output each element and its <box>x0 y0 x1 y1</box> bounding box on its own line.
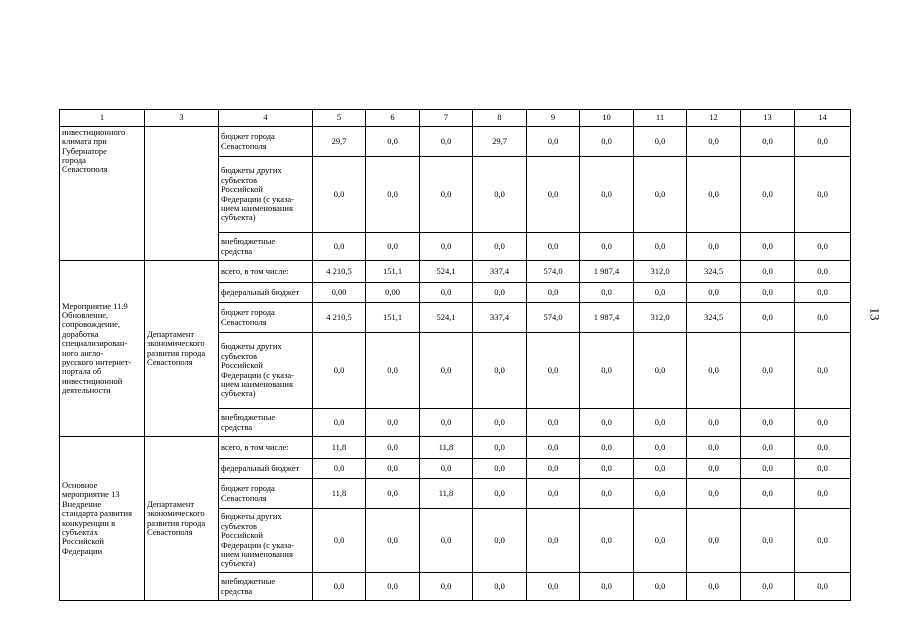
column-header: 3 <box>145 110 219 127</box>
value-cell: 0,0 <box>795 233 851 261</box>
value-cell: 0,0 <box>741 573 795 601</box>
table-row <box>60 437 851 459</box>
funding-source: бюджет города Севастополя <box>219 303 313 333</box>
value-cell: 151,1 <box>366 261 420 283</box>
value-cell: 0,0 <box>313 409 366 437</box>
value-cell: 0,0 <box>580 437 634 459</box>
table-row <box>60 261 851 283</box>
value-cell: 0,0 <box>527 459 580 479</box>
value-cell: 0,0 <box>366 333 420 409</box>
value-cell: 574,0 <box>527 303 580 333</box>
funding-source: федеральный бюджет <box>219 283 313 303</box>
executor-cell: Департамент экономического развития города Севастополя <box>145 437 219 601</box>
funding-source: бюджет города Севастополя <box>219 479 313 509</box>
value-cell: 0,0 <box>366 479 420 509</box>
value-cell: 0,0 <box>741 127 795 157</box>
value-cell: 0,0 <box>420 409 473 437</box>
value-cell: 0,0 <box>687 437 741 459</box>
activity-cell: инвестиционного климата при Губернаторе города Севастополя <box>60 127 145 261</box>
value-cell: 524,1 <box>420 261 473 283</box>
value-cell: 0,0 <box>527 127 580 157</box>
value-cell: 0,0 <box>634 157 687 233</box>
value-cell: 0,0 <box>580 409 634 437</box>
funding-source: внебюджетные средства <box>219 233 313 261</box>
value-cell: 0,0 <box>795 479 851 509</box>
value-cell: 0,0 <box>580 127 634 157</box>
value-cell: 0,0 <box>420 233 473 261</box>
value-cell: 0,0 <box>687 283 741 303</box>
value-cell: 0,0 <box>473 509 527 573</box>
column-header: 13 <box>741 110 795 127</box>
value-cell: 4 210,5 <box>313 303 366 333</box>
value-cell: 324,5 <box>687 261 741 283</box>
value-cell: 312,0 <box>634 261 687 283</box>
funding-source: бюджет города Севастополя <box>219 127 313 157</box>
value-cell: 0,0 <box>795 283 851 303</box>
column-header: 10 <box>580 110 634 127</box>
value-cell: 0,0 <box>313 509 366 573</box>
value-cell: 0,0 <box>741 479 795 509</box>
value-cell: 0,0 <box>687 157 741 233</box>
value-cell: 0,0 <box>687 459 741 479</box>
value-cell: 0,0 <box>580 479 634 509</box>
funding-source: всего, в том числе: <box>219 437 313 459</box>
value-cell: 0,0 <box>687 479 741 509</box>
value-cell: 0,0 <box>366 157 420 233</box>
budget-table <box>59 109 851 601</box>
value-cell: 0,0 <box>795 437 851 459</box>
value-cell: 0,0 <box>527 479 580 509</box>
executor-cell <box>145 127 219 261</box>
value-cell: 0,0 <box>473 479 527 509</box>
value-cell: 0,0 <box>473 459 527 479</box>
value-cell: 0,0 <box>580 573 634 601</box>
value-cell: 0,00 <box>313 283 366 303</box>
value-cell: 0,0 <box>741 157 795 233</box>
value-cell: 0,0 <box>795 127 851 157</box>
value-cell: 4 210,5 <box>313 261 366 283</box>
column-header: 6 <box>366 110 420 127</box>
value-cell: 0,0 <box>473 409 527 437</box>
funding-source: бюджеты других субъектов Российской Федерации (с указа- нием наименования субъекта) <box>219 509 313 573</box>
value-cell: 0,0 <box>313 459 366 479</box>
value-cell: 0,0 <box>580 459 634 479</box>
value-cell: 0,0 <box>687 573 741 601</box>
value-cell: 0,0 <box>420 509 473 573</box>
value-cell: 0,0 <box>580 509 634 573</box>
value-cell: 0,0 <box>634 333 687 409</box>
value-cell: 0,0 <box>634 127 687 157</box>
value-cell: 0,0 <box>420 127 473 157</box>
value-cell: 0,0 <box>741 283 795 303</box>
value-cell: 0,0 <box>687 127 741 157</box>
value-cell: 0,0 <box>527 573 580 601</box>
value-cell: 0,0 <box>527 157 580 233</box>
value-cell: 0,0 <box>795 157 851 233</box>
value-cell: 0,0 <box>366 459 420 479</box>
page-number: 13 <box>867 307 883 321</box>
value-cell: 0,0 <box>313 233 366 261</box>
value-cell: 0,0 <box>420 573 473 601</box>
header-row <box>60 110 851 127</box>
funding-source: бюджеты других субъектов Российской Федерации (с указа- нием наименования субъекта) <box>219 333 313 409</box>
value-cell: 0,0 <box>527 233 580 261</box>
value-cell: 0,0 <box>687 409 741 437</box>
value-cell: 0,0 <box>634 437 687 459</box>
value-cell: 0,0 <box>634 409 687 437</box>
value-cell: 0,0 <box>366 509 420 573</box>
value-cell: 0,0 <box>366 573 420 601</box>
column-header: 11 <box>634 110 687 127</box>
value-cell: 0,0 <box>527 333 580 409</box>
value-cell: 0,0 <box>741 303 795 333</box>
value-cell: 0,0 <box>366 437 420 459</box>
value-cell: 0,0 <box>366 233 420 261</box>
column-header: 4 <box>219 110 313 127</box>
value-cell: 0,0 <box>634 283 687 303</box>
value-cell: 0,0 <box>741 333 795 409</box>
value-cell: 0,0 <box>313 333 366 409</box>
value-cell: 0,0 <box>687 509 741 573</box>
value-cell: 0,0 <box>795 261 851 283</box>
value-cell: 574,0 <box>527 261 580 283</box>
executor-cell: Департамент экономического развития города Севастополя <box>145 261 219 437</box>
value-cell: 29,7 <box>313 127 366 157</box>
column-header: 12 <box>687 110 741 127</box>
value-cell: 0,0 <box>795 333 851 409</box>
value-cell: 0,0 <box>795 409 851 437</box>
value-cell: 0,0 <box>741 409 795 437</box>
value-cell: 11,8 <box>420 479 473 509</box>
value-cell: 0,0 <box>741 509 795 573</box>
value-cell: 151,1 <box>366 303 420 333</box>
column-header: 9 <box>527 110 580 127</box>
column-header: 7 <box>420 110 473 127</box>
funding-source: бюджеты других субъектов Российской Федерации (с указа- нием наименования субъекта) <box>219 157 313 233</box>
value-cell: 0,0 <box>580 233 634 261</box>
table-row <box>60 127 851 157</box>
value-cell: 0,0 <box>687 233 741 261</box>
value-cell: 0,0 <box>741 233 795 261</box>
value-cell: 0,0 <box>741 459 795 479</box>
activity-cell: Основное мероприятие 13 Внедрение стандарта развития конкуренции в субъектах Российской Федерации <box>60 437 145 601</box>
value-cell: 0,0 <box>795 303 851 333</box>
value-cell: 524,1 <box>420 303 473 333</box>
value-cell: 0,0 <box>634 509 687 573</box>
value-cell: 0,0 <box>473 437 527 459</box>
value-cell: 0,0 <box>527 283 580 303</box>
value-cell: 0,0 <box>420 333 473 409</box>
value-cell: 0,0 <box>366 127 420 157</box>
value-cell: 0,0 <box>795 509 851 573</box>
value-cell: 11,8 <box>313 437 366 459</box>
column-header: 1 <box>60 110 145 127</box>
value-cell: 0,0 <box>634 479 687 509</box>
value-cell: 1 987,4 <box>580 303 634 333</box>
value-cell: 0,0 <box>420 157 473 233</box>
value-cell: 0,0 <box>473 573 527 601</box>
activity-cell: Мероприятие 11.9 Обновление, сопровождение, доработка специализирован- ного англо- русского интернет- портала об инвестиционной деятельности <box>60 261 145 437</box>
value-cell: 0,0 <box>313 157 366 233</box>
value-cell: 0,0 <box>634 573 687 601</box>
value-cell: 0,0 <box>366 409 420 437</box>
value-cell: 0,0 <box>580 283 634 303</box>
value-cell: 0,0 <box>473 157 527 233</box>
value-cell: 0,00 <box>366 283 420 303</box>
value-cell: 0,0 <box>313 573 366 601</box>
value-cell: 337,4 <box>473 261 527 283</box>
value-cell: 0,0 <box>473 233 527 261</box>
value-cell: 324,5 <box>687 303 741 333</box>
value-cell: 0,0 <box>580 333 634 409</box>
value-cell: 0,0 <box>741 437 795 459</box>
value-cell: 11,8 <box>420 437 473 459</box>
value-cell: 0,0 <box>795 573 851 601</box>
value-cell: 0,0 <box>634 233 687 261</box>
value-cell: 0,0 <box>473 283 527 303</box>
value-cell: 0,0 <box>741 261 795 283</box>
funding-source: внебюджетные средства <box>219 573 313 601</box>
funding-source: федеральный бюджет <box>219 459 313 479</box>
value-cell: 312,0 <box>634 303 687 333</box>
value-cell: 0,0 <box>473 333 527 409</box>
value-cell: 1 987,4 <box>580 261 634 283</box>
funding-source: всего, в том числе: <box>219 261 313 283</box>
column-header: 14 <box>795 110 851 127</box>
column-header: 5 <box>313 110 366 127</box>
column-header: 8 <box>473 110 527 127</box>
value-cell: 11,8 <box>313 479 366 509</box>
value-cell: 0,0 <box>527 409 580 437</box>
value-cell: 0,0 <box>795 459 851 479</box>
value-cell: 0,0 <box>420 283 473 303</box>
funding-source: внебюджетные средства <box>219 409 313 437</box>
value-cell: 0,0 <box>634 459 687 479</box>
value-cell: 0,0 <box>687 333 741 409</box>
value-cell: 29,7 <box>473 127 527 157</box>
value-cell: 0,0 <box>420 459 473 479</box>
value-cell: 337,4 <box>473 303 527 333</box>
value-cell: 0,0 <box>527 509 580 573</box>
value-cell: 0,0 <box>527 437 580 459</box>
value-cell: 0,0 <box>580 157 634 233</box>
